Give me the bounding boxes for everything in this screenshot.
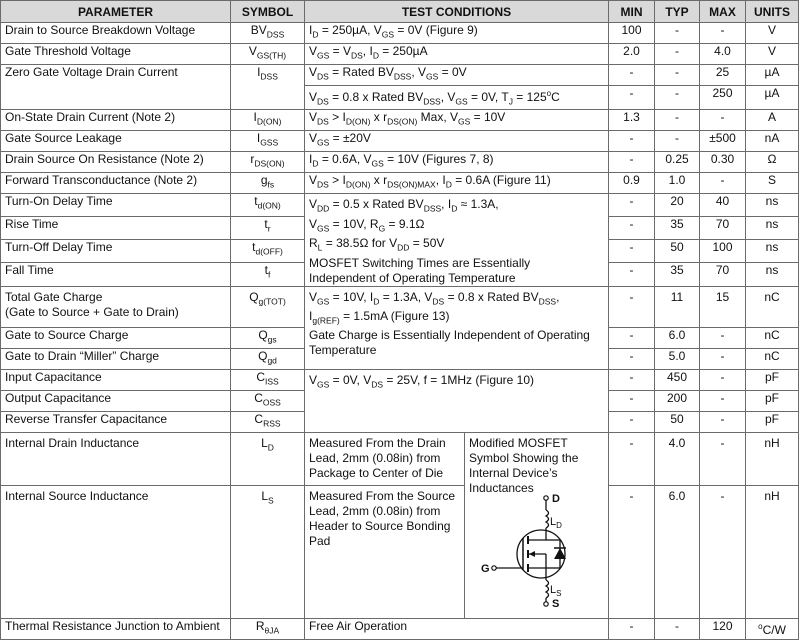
max-tdoff: 100 bbox=[700, 240, 746, 263]
max-ls: - bbox=[700, 485, 746, 618]
table-row bbox=[1, 173, 799, 194]
max-ciss: - bbox=[700, 369, 746, 390]
max-tr: 70 bbox=[700, 217, 746, 240]
condition-gfs: $V_{DS} > I_{D(ON)}$ x $r_{DS(ON)MAX}$, $I_D = 0.6A$ (Figure 11) bbox=[305, 173, 609, 194]
unit-idss-1: µA bbox=[746, 65, 799, 86]
switching-line-2: $V_{GS} = 10V$, $R_G = 9.1\Omega$ bbox=[309, 216, 425, 234]
gate-label: G bbox=[481, 563, 490, 575]
symbol-tdoff: $t_{d(OFF)}$ bbox=[231, 240, 305, 263]
param-gfs: Forward Transconductance (Note 2) bbox=[1, 173, 231, 194]
symbol-rdson: $r_{DS(ON)}$ bbox=[231, 152, 305, 173]
typ-bvdss: - bbox=[655, 23, 700, 44]
switching-line-1: $V_{DD} = 0.5$ x Rated $BV_{DSS}$, $I_D \approx 1.3A$, bbox=[309, 197, 499, 214]
symbol-qgtot: $Q_{g(TOT)}$ bbox=[231, 286, 305, 327]
typ-rthja: - bbox=[655, 618, 700, 639]
condition-idss-1: $V_{DS}$ = Rated $BV_{DSS}$, $V_{GS} = 0V$ bbox=[305, 65, 609, 86]
drain-label: D bbox=[552, 493, 560, 505]
max-qgtot: 15 bbox=[700, 286, 746, 327]
max-qgd: - bbox=[700, 348, 746, 369]
condition-igss: $V_{GS} = \pm 20V$ bbox=[305, 131, 609, 152]
unit-vgsth: V bbox=[746, 44, 799, 65]
min-idon: 1.3 bbox=[609, 110, 655, 131]
parameter-header: PARAMETER bbox=[1, 1, 231, 23]
source-inductor bbox=[546, 580, 549, 598]
param-qgtot bbox=[1, 286, 231, 327]
symbol-ls: $L_S$ bbox=[231, 485, 305, 618]
min-qgd: - bbox=[609, 348, 655, 369]
table-row bbox=[1, 432, 799, 485]
param-tdoff: Turn-Off Delay Time bbox=[1, 240, 231, 263]
condition-ld: Measured From the Drain Lead, 2mm (0.08in) from Package to Center of Die bbox=[305, 432, 465, 485]
drain-terminal bbox=[544, 496, 548, 500]
unit-ld: nH bbox=[746, 432, 799, 485]
max-vgsth: 4.0 bbox=[700, 44, 746, 65]
typ-tf: 35 bbox=[655, 263, 700, 286]
unit-ls: nH bbox=[746, 485, 799, 618]
max-tdon: 40 bbox=[700, 194, 746, 217]
unit-tdoff: ns bbox=[746, 240, 799, 263]
symbol-crss: $C_{RSS}$ bbox=[231, 411, 305, 432]
header-row bbox=[1, 1, 799, 23]
unit-tf: ns bbox=[746, 263, 799, 286]
param-rthja: Thermal Resistance Junction to Ambient bbox=[1, 618, 231, 639]
min-coss: - bbox=[609, 390, 655, 411]
table-row bbox=[1, 286, 799, 327]
typ-gfs: 1.0 bbox=[655, 173, 700, 194]
unit-ciss: pF bbox=[746, 369, 799, 390]
unit-tr: ns bbox=[746, 217, 799, 240]
min-idss-1: - bbox=[609, 65, 655, 86]
table-row bbox=[1, 65, 799, 86]
typ-ld: 4.0 bbox=[655, 432, 700, 485]
typ-coss: 200 bbox=[655, 390, 700, 411]
typ-ciss: 450 bbox=[655, 369, 700, 390]
symbol-tr: $t_r$ bbox=[231, 217, 305, 240]
typ-ls: 6.0 bbox=[655, 485, 700, 618]
param-qgd: Gate to Drain “Miller” Charge bbox=[1, 348, 231, 369]
min-ld: - bbox=[609, 432, 655, 485]
max-idss-1: 25 bbox=[700, 65, 746, 86]
unit-gfs: S bbox=[746, 173, 799, 194]
charge-line-1: $V_{GS} = 10V$, $I_D = 1.3A$, $V_{DS} = 0.8$ x Rated $BV_{DSS}$, bbox=[309, 289, 560, 306]
symbol-tf: $t_f$ bbox=[231, 263, 305, 286]
unit-qgtot: nC bbox=[746, 286, 799, 327]
unit-qgd: nC bbox=[746, 348, 799, 369]
charge-line-3: Gate Charge is Essentially Independent of Operating bbox=[309, 328, 590, 343]
symbol-bvdss: $BV_{DSS}$ bbox=[231, 23, 305, 44]
typ-idss-2: - bbox=[655, 86, 700, 110]
units-header: UNITS bbox=[746, 1, 799, 23]
unit-igss: nA bbox=[746, 131, 799, 152]
max-igss: ±500 bbox=[700, 131, 746, 152]
symbol-rthja: $R_{\theta JA}$ bbox=[231, 618, 305, 639]
table-row bbox=[1, 485, 799, 618]
unit-bvdss: V bbox=[746, 23, 799, 44]
symbol-idss: $I_{DSS}$ bbox=[231, 65, 305, 110]
condition-idon: $V_{DS} > I_{D(ON)}$ x $r_{DS(ON)}$ Max, $V_{GS} = 10V$ bbox=[305, 110, 609, 131]
param-tf: Fall Time bbox=[1, 263, 231, 286]
min-vgsth: 2.0 bbox=[609, 44, 655, 65]
drain-inductor bbox=[546, 510, 549, 528]
symbol-ld: $L_D$ bbox=[231, 432, 305, 485]
source-inductance-label: $L_S$ bbox=[550, 584, 562, 598]
param-tr: Rise Time bbox=[1, 217, 231, 240]
min-tdoff: - bbox=[609, 240, 655, 263]
typ-vgsth: - bbox=[655, 44, 700, 65]
max-idss-2: 250 bbox=[700, 86, 746, 110]
table-row bbox=[1, 110, 799, 131]
typ-idon: - bbox=[655, 110, 700, 131]
unit-qgs: nC bbox=[746, 327, 799, 348]
typ-qgtot: 11 bbox=[655, 286, 700, 327]
switching-line-4: MOSFET Switching Times are Essentially bbox=[309, 255, 531, 270]
min-ls: - bbox=[609, 485, 655, 618]
min-idss-2: - bbox=[609, 86, 655, 110]
min-rthja: - bbox=[609, 618, 655, 639]
param-qgs: Gate to Source Charge bbox=[1, 327, 231, 348]
mosfet-symbol-diagram bbox=[478, 488, 598, 608]
max-coss: - bbox=[700, 390, 746, 411]
max-gfs: - bbox=[700, 173, 746, 194]
typ-crss: 50 bbox=[655, 411, 700, 432]
min-bvdss: 100 bbox=[609, 23, 655, 44]
condition-vgsth: $V_{GS} = V_{DS}$, $I_D = 250\mu A$ bbox=[305, 44, 609, 65]
condition-rthja: Free Air Operation bbox=[305, 618, 609, 639]
param-idon: On-State Drain Current (Note 2) bbox=[1, 110, 231, 131]
switching-line-5: Independent of Operating Temperature bbox=[309, 270, 516, 285]
min-qgtot: - bbox=[609, 286, 655, 327]
typ-tdoff: 50 bbox=[655, 240, 700, 263]
symbol-qgs: $Q_{gs}$ bbox=[231, 327, 305, 348]
param-vgsth: Gate Threshold Voltage bbox=[1, 44, 231, 65]
typ-qgd: 5.0 bbox=[655, 348, 700, 369]
source-label: S bbox=[552, 598, 560, 608]
param-crss: Reverse Transfer Capacitance bbox=[1, 411, 231, 432]
param-bvdss: Drain to Source Breakdown Voltage bbox=[1, 23, 231, 44]
table-row bbox=[1, 44, 799, 65]
max-rdson: 0.30 bbox=[700, 152, 746, 173]
condition-ls: Measured From the Source Lead, 2mm (0.08in) from Header to Source Bonding Pad bbox=[305, 485, 465, 618]
max-qgs: - bbox=[700, 327, 746, 348]
param-coss: Output Capacitance bbox=[1, 390, 231, 411]
table-row bbox=[1, 369, 799, 390]
table-row bbox=[1, 131, 799, 152]
symbol-igss: $I_{GSS}$ bbox=[231, 131, 305, 152]
charge-line-4: Temperature bbox=[309, 343, 377, 358]
param-ls: Internal Source Inductance bbox=[1, 485, 231, 618]
min-ciss: - bbox=[609, 369, 655, 390]
unit-idss-2: µA bbox=[746, 86, 799, 110]
symbol-vgsth: $V_{GS(TH)}$ bbox=[231, 44, 305, 65]
param-rdson: Drain Source On Resistance (Note 2) bbox=[1, 152, 231, 173]
typ-igss: - bbox=[655, 131, 700, 152]
min-tdon: - bbox=[609, 194, 655, 217]
condition-bvdss: $I_D = 250\mu A$, $V_{GS} = 0V$ (Figure 9) bbox=[305, 23, 609, 44]
max-ld: - bbox=[700, 432, 746, 485]
symbol-gfs: $g_{fs}$ bbox=[231, 173, 305, 194]
min-crss: - bbox=[609, 411, 655, 432]
symbol-coss: $C_{OSS}$ bbox=[231, 390, 305, 411]
body-arrow-icon bbox=[529, 551, 535, 557]
param-qgtot-line-1: Total Gate Charge bbox=[5, 289, 103, 304]
symbol-ciss: $C_{ISS}$ bbox=[231, 369, 305, 390]
param-tdon: Turn-On Delay Time bbox=[1, 194, 231, 217]
param-qgtot-line-2: (Gate to Source + Gate to Drain) bbox=[5, 304, 179, 319]
condition-capacitance: $V_{GS} = 0V$, $V_{DS} = 25V$, f = 1MHz (Figure 10) bbox=[305, 369, 609, 432]
max-header: MAX bbox=[700, 1, 746, 23]
table-row bbox=[1, 618, 799, 639]
unit-rthja: $^o$C/W bbox=[746, 618, 799, 639]
typ-header: TYP bbox=[655, 1, 700, 23]
param-ld: Internal Drain Inductance bbox=[1, 432, 231, 485]
condition-switching bbox=[305, 194, 609, 286]
typ-qgs: 6.0 bbox=[655, 327, 700, 348]
condition-charge bbox=[305, 286, 609, 369]
max-idon: - bbox=[700, 110, 746, 131]
symbol-note: Modified MOSFET Symbol Showing the Internal Device’s Inductances bbox=[469, 435, 579, 495]
conditions-header: TEST CONDITIONS bbox=[305, 1, 609, 23]
switching-line-3: $R_L = 38.5\Omega$ for $V_{DD} = 50V$ bbox=[309, 236, 445, 253]
condition-rdson: $I_D = 0.6A$, $V_{GS} = 10V$ (Figures 7, 8) bbox=[305, 152, 609, 173]
charge-line-2: $I_{g(REF)} = 1.5mA$ (Figure 13) bbox=[309, 308, 450, 326]
table-row bbox=[1, 194, 799, 217]
min-rdson: - bbox=[609, 152, 655, 173]
unit-tdon: ns bbox=[746, 194, 799, 217]
min-tr: - bbox=[609, 217, 655, 240]
source-terminal bbox=[544, 602, 548, 606]
min-igss: - bbox=[609, 131, 655, 152]
min-tf: - bbox=[609, 263, 655, 286]
param-idss: Zero Gate Voltage Drain Current bbox=[1, 65, 231, 110]
table-row bbox=[1, 23, 799, 44]
symbol-tdon: $t_{d(ON)}$ bbox=[231, 194, 305, 217]
typ-idss-1: - bbox=[655, 65, 700, 86]
min-gfs: 0.9 bbox=[609, 173, 655, 194]
drain-inductance-label: $L_D$ bbox=[550, 516, 562, 530]
unit-coss: pF bbox=[746, 390, 799, 411]
symbol-idon: $I_{D(ON)}$ bbox=[231, 110, 305, 131]
symbol-header: SYMBOL bbox=[231, 1, 305, 23]
max-crss: - bbox=[700, 411, 746, 432]
table-row bbox=[1, 152, 799, 173]
min-qgs: - bbox=[609, 327, 655, 348]
param-ciss: Input Capacitance bbox=[1, 369, 231, 390]
max-rthja: 120 bbox=[700, 618, 746, 639]
typ-tr: 35 bbox=[655, 217, 700, 240]
max-tf: 70 bbox=[700, 263, 746, 286]
condition-idss-2: $V_{DS} = 0.8$ x Rated $BV_{DSS}$, $V_{GS} = 0V$, $T_J = 125^oC$ bbox=[305, 86, 609, 110]
typ-rdson: 0.25 bbox=[655, 152, 700, 173]
unit-crss: pF bbox=[746, 411, 799, 432]
symbol-qgd: $Q_{gd}$ bbox=[231, 348, 305, 369]
min-header: MIN bbox=[609, 1, 655, 23]
param-igss: Gate Source Leakage bbox=[1, 131, 231, 152]
max-bvdss: - bbox=[700, 23, 746, 44]
unit-idon: A bbox=[746, 110, 799, 131]
unit-rdson: Ω bbox=[746, 152, 799, 173]
gate-terminal bbox=[492, 566, 496, 570]
typ-tdon: 20 bbox=[655, 194, 700, 217]
